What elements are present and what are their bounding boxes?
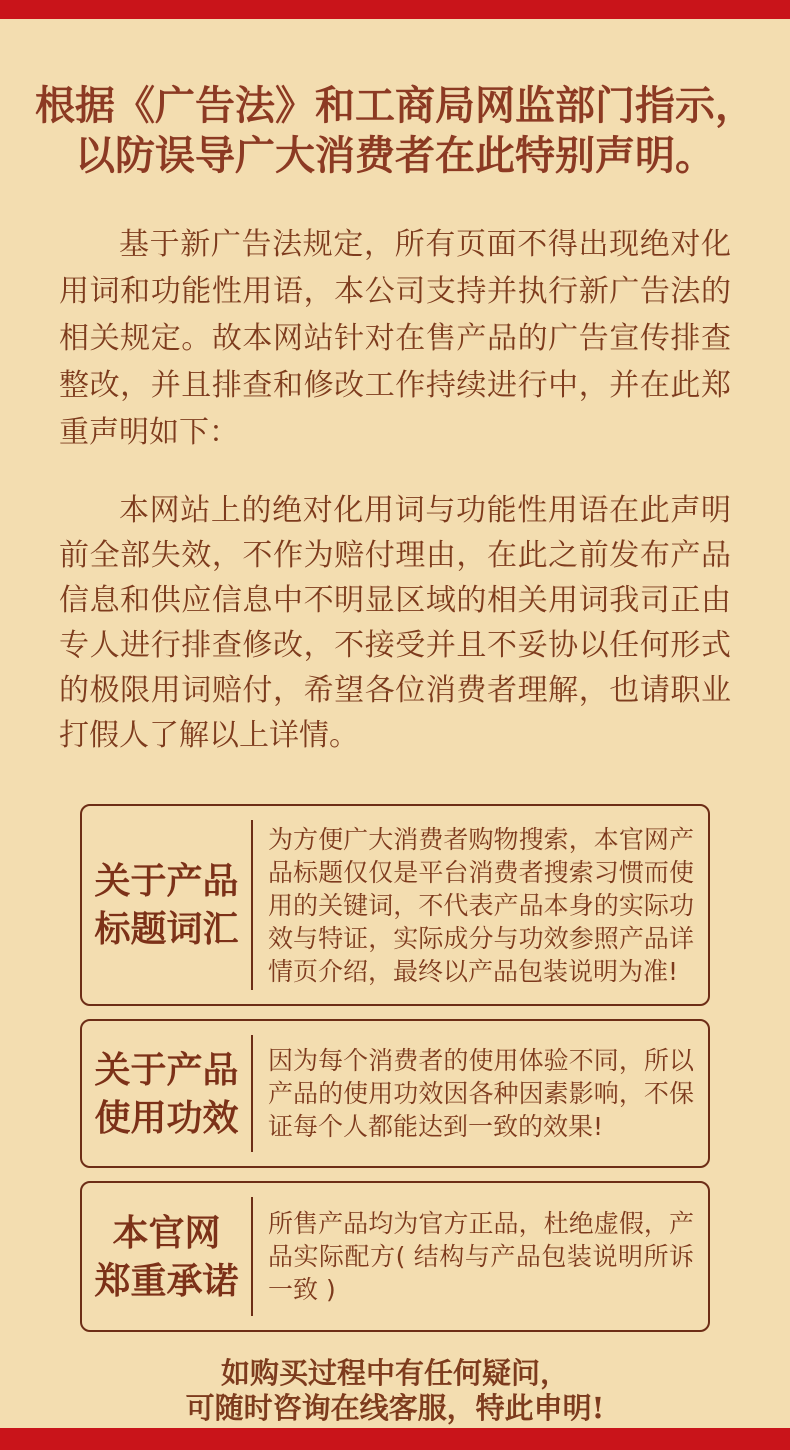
closing-statement <box>0 1356 790 1426</box>
notice-box-label <box>82 1183 251 1330</box>
notice-box-label-line2: 使用功效 <box>94 1096 239 1139</box>
notice-box-body-text: 因为每个消费者的使用体验不同，所以产品的使用功效因各种因素影响，不保证每个人都能达到一致的效果! <box>268 1046 694 1141</box>
notice-box-product-title <box>80 804 710 1006</box>
closing-statement-line1: 如购买过程中有任何疑问， <box>220 1356 569 1390</box>
notice-box-label-line2: 郑重承诺 <box>94 1259 239 1302</box>
notice-box-body-text: 所售产品均为官方正品，杜绝虚假，产品实际配方( 结构与产品包装说明所诉一致 ) <box>268 1209 694 1304</box>
notice-box-body <box>253 806 708 1004</box>
notice-box-body <box>253 1021 708 1166</box>
notice-box-list <box>0 804 790 1332</box>
notice-box-label-line1: 本官网 <box>112 1211 221 1254</box>
page-title-line1: 根据《广告法》和工商局网监部门指示， <box>35 82 755 129</box>
statement-paragraph-2: 本网站上的绝对化用词与功能性用语在此声明前全部失效，不作为赔付理由，在此之前发布产品信息和供应信息中不明显区域的相关用词我司正由专人进行排查修改，不接受并且不妥协以任何形式的极限用词赔付，希望各位消费者理解，也请职业打假人了解以上详情。 <box>59 493 731 753</box>
notice-box-official-promise <box>80 1181 710 1332</box>
bottom-red-band <box>0 1428 790 1450</box>
notice-box-label-line2: 标题词汇 <box>94 908 239 950</box>
statement-paragraph-1: 基于新广告法规定，所有页面不得出现绝对化用词和功能性用语，本公司支持并执行新广告法的相关规定。故本网站针对在售产品的广告宣传排查整改，并且排查和修改工作持续进行中，并在此郑重声明如下： <box>59 227 731 450</box>
notice-box-label <box>82 1021 251 1166</box>
page-title <box>0 81 790 181</box>
notice-box-label-line1: 关于产品 <box>94 860 239 902</box>
notice-box-body <box>253 1183 708 1330</box>
top-red-band <box>0 0 790 19</box>
page-title-line2: 以防误导广大消费者在此特别声明。 <box>75 132 715 179</box>
notice-box-label-line1: 关于产品 <box>94 1048 239 1091</box>
notice-box-product-effect <box>80 1019 710 1168</box>
statement-paragraphs <box>0 221 790 758</box>
closing-statement-line2: 可随时咨询在线客服，特此申明! <box>185 1391 605 1425</box>
notice-box-label <box>82 806 251 1004</box>
notice-box-body-text: 为方便广大消费者购物搜索，本官网产品标题仅仅是平台消费者搜索习惯而使用的关键词，不代表产品本身的实际功效与特证，实际成分与功效参照产品详情页介绍，最终以产品包装说明为准! <box>268 824 694 986</box>
